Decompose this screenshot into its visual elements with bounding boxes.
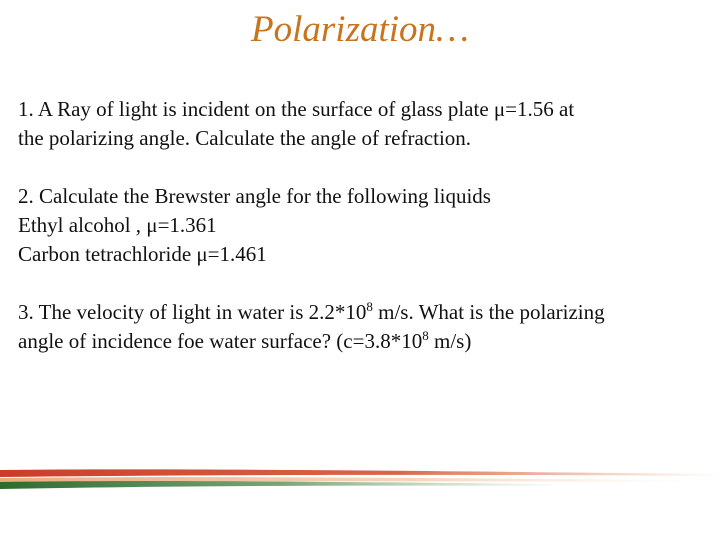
question-3-line-1-text-a: 3. The velocity of light in water is 2.2*10 [18, 300, 367, 324]
question-3-line-2-text-b: m/s) [428, 329, 472, 353]
question-2-line-1: 2. Calculate the Brewster angle for the following liquids [18, 184, 491, 208]
question-3-line-2-text-a: angle of incidence foe water surface? (c=3.8*10 [18, 329, 423, 353]
slide-body [18, 95, 708, 356]
question-2-line-3: Carbon tetrachloride μ=1.461 [18, 242, 267, 266]
question-3-line-1-exponent: 8 [366, 299, 373, 314]
slide-title: Polarization… [251, 9, 469, 50]
question-3-line-2-exponent: 8 [422, 328, 429, 343]
question-3 [18, 298, 708, 356]
question-2 [18, 182, 708, 269]
question-3-line-1-text-b: m/s. What is the polarizing [372, 300, 605, 324]
decorative-swoosh [0, 462, 720, 502]
question-3-line-2 [18, 327, 708, 356]
question-2-line-2: Ethyl alcohol , μ=1.361 [18, 213, 217, 237]
swoosh-green-band [0, 481, 560, 489]
swoosh-red-band [0, 469, 720, 477]
question-1 [18, 95, 708, 153]
question-1-line-2: the polarizing angle. Calculate the angle of refraction. [18, 126, 472, 150]
question-1-line-1: 1. A Ray of light is incident on the surface of glass plate μ=1.56 at [18, 97, 575, 121]
question-3-line-1 [18, 298, 708, 327]
